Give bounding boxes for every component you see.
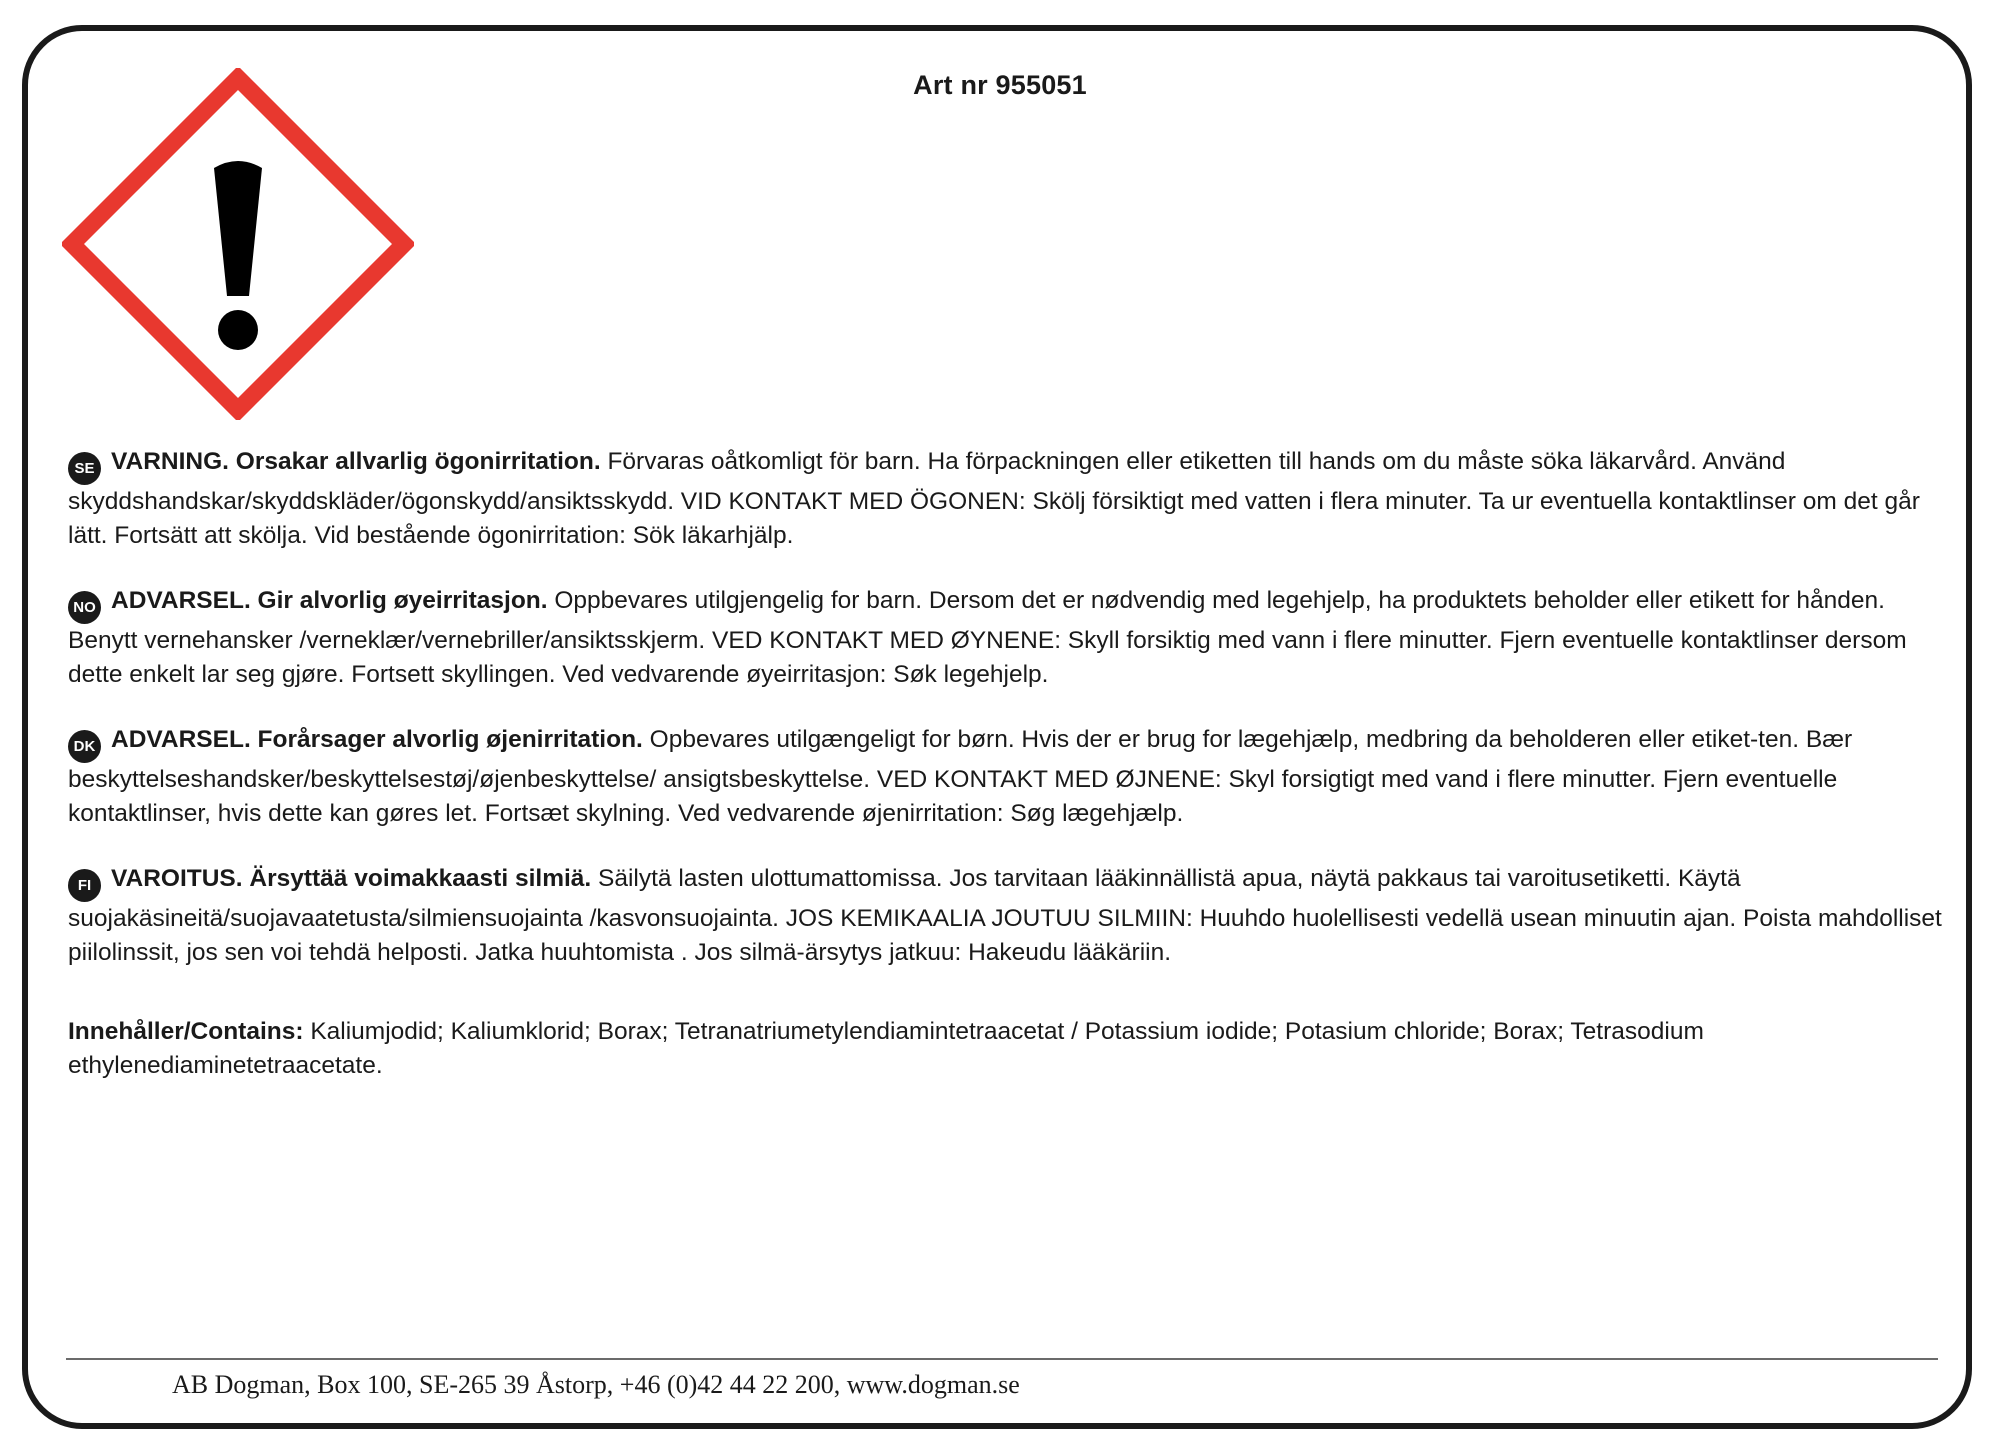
section-no-heading: ADVARSEL. Gir alvorlig øyeirritasjon. — [111, 587, 548, 614]
section-se-body: Förvaras oåtkomligt för barn. Ha förpackningen eller etiketten till hands om du måste söka läkarvård. Använd skyddshandskar/skyddskläder/ögonskydd/ansiktsskydd. VID KONTAKT MED ÖGONEN: Skölj försiktigt med vatten i flera minuter. Ta ur eventuella kontaktlinser om det går lätt. Fortsätt att skölja. Vid bestående ögonirritation: Sök läkarhjälp. — [68, 448, 1920, 549]
exclamation-dot — [218, 310, 258, 350]
section-se-heading: VARNING. Orsakar allvarlig ögonirritation. — [111, 448, 601, 475]
section-fi-body: Säilytä lasten ulottumattomissa. Jos tarvitaan lääkinnällistä apua, näytä pakkaus tai varoitusetiketti. Käytä suojakäsineitä/suojavaatetusta/silmiensuojainta /kasvonsuojainta. JOS KEMIKAALIA JOUTUU SILMIIN: Huuhdo huolellisesti vedellä usean minuutin ajan. Poista mahdolliset piilolinssit, jos sen voi tehdä helposti. Jatka huuhtomista . Jos silmä-ärsytys jatkuu: Hakeudu lääkäriin. — [68, 865, 1942, 966]
article-number: Art nr 955051 — [913, 70, 1087, 100]
hazard-statements — [68, 445, 1948, 1107]
language-badge-se: SE — [68, 452, 101, 485]
language-badge-fi: FI — [68, 869, 101, 902]
language-badge-dk: DK — [68, 730, 101, 763]
section-fi-heading: VAROITUS. Ärsyttää voimakkaasti silmiä. — [111, 865, 592, 892]
footer-address: AB Dogman, Box 100, SE-265 39 Åstorp, +46 (0)42 44 22 200, www.dogman.se — [172, 1370, 1020, 1399]
contains-statement — [68, 1015, 1948, 1082]
section-dk-body: Opbevares utilgængeligt for børn. Hvis der er brug for lægehjælp, medbring da beholderen eller etiket-ten. Bær beskyttelseshandsker/beskyttelsestøj/øjenbeskyttelse/ ansigtsbeskyttelse. VED KONTAKT MED ØJNENE: Skyl forsigtigt med vand i flere minutter. Fjern eventuelle kontaktlinser, hvis dette kan gøres let. Fortsæt skylning. Ved vedvarende øjenirritation: Søg lægehjælp. — [68, 726, 1853, 827]
ghs-exclamation-mark-icon — [62, 68, 414, 420]
section-no-body: Oppbevares utilgjengelig for barn. Dersom det er nødvendig med legehjelp, ha produktets beholder eller etikett for hånden. Benytt vernehansker /verneklær/vernebriller/ansiktsskjerm. VED KONTAKT MED ØYNENE: Skyll forsiktig med vann i flere minutter. Fjern eventuelle kontaktlinser dersom dette enkelt lar seg gjøre. Fortsett skyllingen. Ved vedvarende øyeirritasjon: Søk legehjelp. — [68, 587, 1907, 688]
section-se — [68, 445, 1948, 552]
footer-divider — [66, 1358, 1938, 1360]
section-no — [68, 584, 1948, 691]
language-badge-no: NO — [68, 591, 101, 624]
section-dk-heading: ADVARSEL. Forårsager alvorlig øjenirritation. — [111, 726, 643, 753]
section-fi — [68, 862, 1948, 969]
section-dk — [68, 723, 1948, 830]
contains-label: Innehåller/Contains: — [68, 1018, 304, 1045]
contains-text: Kaliumjodid; Kaliumklorid; Borax; Tetranatriumetylendiamintetraacetat / Potassium iodide; Potasium chloride; Borax; Tetrasodium ethylenediaminetetraacetate. — [68, 1018, 1704, 1079]
